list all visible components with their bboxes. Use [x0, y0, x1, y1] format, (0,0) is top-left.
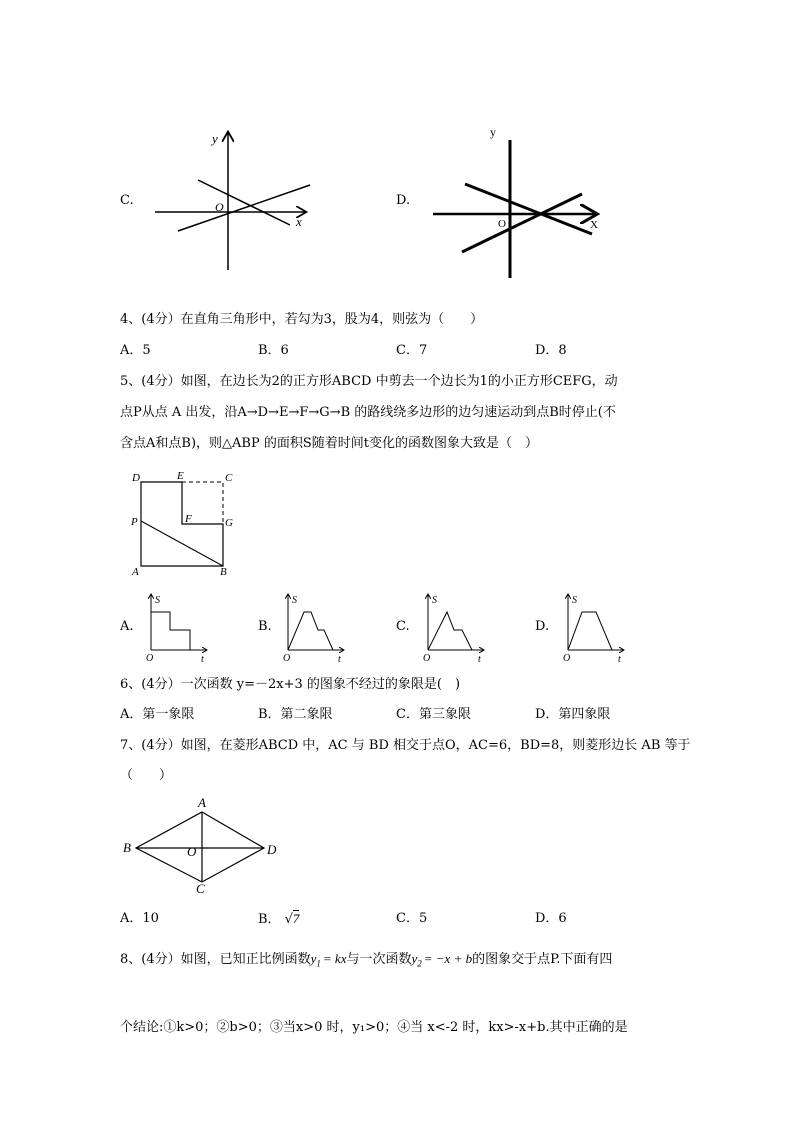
sqrt-symbol: √7: [284, 911, 300, 927]
label-d: D: [267, 842, 277, 857]
q7-option-b: [258, 910, 299, 929]
axis-t: t: [478, 654, 481, 665]
q8-y1-sub: 1: [316, 958, 321, 969]
q6-option-b: B．第二象限: [258, 707, 333, 722]
q6-option-a: A．第一象限: [120, 707, 195, 722]
q4-option-a: A．5: [120, 343, 151, 358]
label-b: B: [220, 566, 227, 578]
q3-option-d-graph: [430, 122, 610, 282]
q3-option-d-label: D.: [396, 193, 411, 208]
line-1: [465, 184, 592, 234]
q8-eq1: = kx: [322, 951, 347, 966]
rhombus: [136, 812, 264, 882]
q5-option-c-label: C.: [396, 619, 410, 634]
origin-label: O: [215, 200, 224, 214]
q8-text-b: 与一次函数: [346, 952, 412, 967]
q5-option-a-graph: [143, 590, 213, 665]
axis-s: S: [572, 595, 577, 606]
q7-option-a: A．10: [120, 911, 159, 926]
label-o: O: [187, 844, 197, 859]
axis-s: S: [155, 595, 160, 606]
q8-text-a: 8、(4分）如图，已知正比例函数: [120, 952, 311, 967]
q4-stem: 4、(4分）在直角三角形中，若勾为3，股为4，则弦为（ ）: [120, 312, 484, 327]
graph-curve: [428, 612, 472, 650]
q4-option-d: D．8: [535, 343, 567, 358]
axis-s: S: [292, 595, 297, 606]
graph-trapezoid: [568, 612, 612, 650]
axis-t: t: [201, 654, 204, 665]
q8-y1: y: [310, 951, 317, 966]
label-d: D: [132, 472, 140, 484]
axis-x-label: x: [296, 214, 302, 229]
q7-option-d: D．6: [535, 911, 567, 926]
q4-option-c: C．7: [396, 343, 428, 358]
label-a: A: [198, 795, 206, 810]
q8-eq2: = −x + b: [423, 951, 473, 966]
axis-y-label: y: [490, 125, 496, 139]
q4-option-b: B．6: [258, 343, 289, 358]
origin: O: [423, 653, 431, 664]
origin: O: [563, 653, 571, 664]
line-1: [198, 180, 290, 225]
label-b: B: [123, 840, 131, 855]
label-c: C: [196, 881, 205, 894]
axis-t: t: [338, 654, 341, 665]
q5-option-a-label: A.: [120, 619, 134, 634]
label-a: A: [132, 566, 139, 578]
line-2: [178, 185, 310, 231]
q5-option-d-graph: [560, 590, 630, 665]
q6-option-c: C．第三象限: [396, 707, 471, 722]
sqrt-radicand: 7: [292, 911, 300, 926]
q5-stem-line1: 5、(4分）如图，在边长为2的正方形ABCD 中剪去一个边长为1的小正方形CEFG，动: [120, 374, 618, 389]
q5-stem-line3: 含点A和点B)，则△ABP 的面积S随着时间t变化的函数图象大致是（ ）: [120, 436, 538, 451]
label-e: E: [177, 470, 184, 482]
origin: O: [283, 653, 291, 664]
q6-stem: 6、(4分）一次函数 y=－2x+3 的图象不经过的象限是( ): [120, 677, 461, 692]
q7-stem-line1: 7、(4分）如图，在菱形ABCD 中，AC 与 BD 相交于点O，AC=6，BD=8，则菱形边长 AB 等于: [120, 738, 691, 753]
q5-option-d-label: D.: [535, 619, 550, 634]
q8-y2: y: [411, 951, 418, 966]
axis-s: S: [432, 595, 437, 606]
graph-step-curve: [151, 612, 190, 650]
origin: O: [146, 653, 154, 664]
polygon-adefgb: [141, 482, 223, 566]
segment-pb: [141, 521, 223, 566]
q5-option-b-graph: [280, 590, 350, 665]
axis-t: t: [618, 654, 621, 665]
q8-stem-line2: 个结论:①k>0；②b>0；③当x>0 时，y₁>0；④当 x<-2 时，kx>-x+b.其中正确的是: [120, 1020, 628, 1035]
q8-y2-sub: 2: [417, 958, 422, 969]
label-g: G: [225, 517, 233, 529]
label-c: C: [225, 472, 233, 484]
q7-stem-line2: （ ）: [120, 768, 173, 783]
q8-stem-line1: [120, 950, 612, 973]
q5-stem-line2: 点P从点 A 出发，沿A→D→E→F→G→B 的路线绕多边形的边匀速运动到点B时停止(不: [120, 405, 616, 420]
q3-option-c-graph: [150, 125, 320, 275]
axis-y-label: y: [212, 131, 218, 146]
axis-x-label: X: [590, 219, 598, 231]
q7-rhombus-figure: [118, 794, 288, 894]
q7-option-c: C．5: [396, 911, 428, 926]
q3-option-c-label: C.: [120, 193, 134, 208]
origin-label: O: [498, 218, 506, 230]
label-f: F: [185, 513, 192, 525]
q8-text-c: 的图象交于点P.下面有四: [472, 952, 613, 967]
q5-option-c-graph: [420, 590, 490, 665]
graph-curve: [288, 612, 333, 650]
q6-option-d: D．第四象限: [535, 707, 611, 722]
q5-option-b-label: B.: [258, 619, 272, 634]
q7-option-b-letter: B．: [258, 912, 281, 927]
label-p: P: [131, 516, 138, 528]
q5-square-figure: [125, 468, 245, 578]
